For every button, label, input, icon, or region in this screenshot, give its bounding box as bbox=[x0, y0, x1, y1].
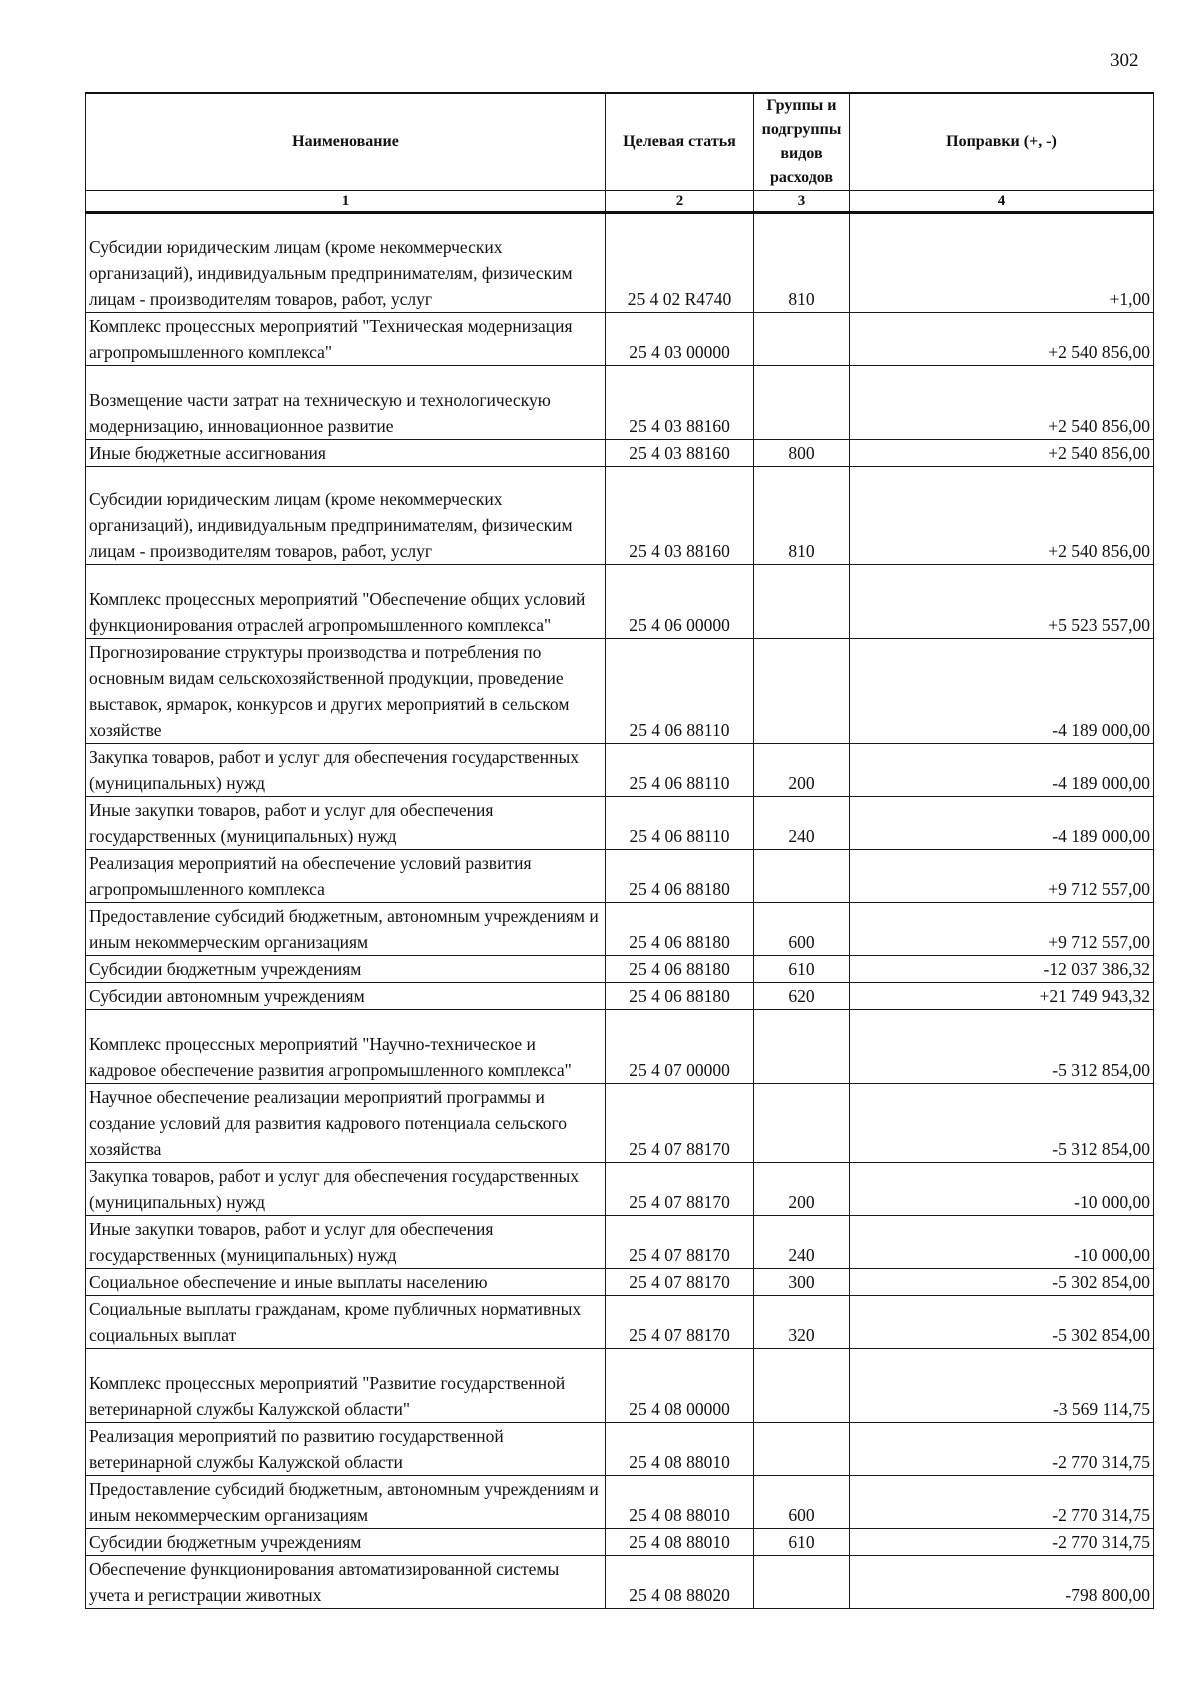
cell-amount: -2 770 314,75 bbox=[850, 1423, 1154, 1476]
cell-name: Социальные выплаты гражданам, кроме публичных нормативных социальных выплат bbox=[86, 1296, 606, 1349]
cell-amount: +2 540 856,00 bbox=[850, 467, 1154, 565]
table-row bbox=[86, 1529, 1154, 1556]
cell-code: 25 4 03 88160 bbox=[606, 467, 754, 565]
cell-group: 810 bbox=[754, 213, 850, 313]
cell-code: 25 4 08 88020 bbox=[606, 1556, 754, 1609]
cell-code: 25 4 08 88010 bbox=[606, 1423, 754, 1476]
cell-amount: -4 189 000,00 bbox=[850, 797, 1154, 850]
cell-amount: -5 312 854,00 bbox=[850, 1010, 1154, 1084]
cell-name: Субсидии бюджетным учреждениям bbox=[86, 1529, 606, 1556]
cell-group bbox=[754, 1084, 850, 1163]
cell-group: 610 bbox=[754, 956, 850, 983]
column-header-name: Наименование bbox=[86, 93, 606, 191]
cell-group bbox=[754, 1423, 850, 1476]
page-number: 302 bbox=[1110, 50, 1139, 71]
cell-group: 620 bbox=[754, 983, 850, 1010]
table-row bbox=[86, 366, 1154, 440]
table-row bbox=[86, 1556, 1154, 1609]
cell-code: 25 4 06 88180 bbox=[606, 956, 754, 983]
column-index-3: 3 bbox=[754, 191, 850, 213]
cell-amount: -798 800,00 bbox=[850, 1556, 1154, 1609]
cell-group bbox=[754, 1010, 850, 1084]
cell-group: 610 bbox=[754, 1529, 850, 1556]
cell-group: 240 bbox=[754, 1216, 850, 1269]
cell-code: 25 4 07 88170 bbox=[606, 1163, 754, 1216]
cell-group bbox=[754, 850, 850, 903]
table-row bbox=[86, 1296, 1154, 1349]
cell-amount: +2 540 856,00 bbox=[850, 313, 1154, 366]
cell-amount: -10 000,00 bbox=[850, 1216, 1154, 1269]
column-header-amendments: Поправки (+, -) bbox=[850, 93, 1154, 191]
cell-amount: -5 302 854,00 bbox=[850, 1269, 1154, 1296]
column-header-target-article: Целевая статья bbox=[606, 93, 754, 191]
cell-code: 25 4 02 R4740 bbox=[606, 213, 754, 313]
cell-group bbox=[754, 1349, 850, 1423]
cell-name: Субсидии юридическим лицам (кроме некоммерческих организаций), индивидуальным предпринимателям, физическим лицам - производителям товаров, работ, услуг bbox=[86, 467, 606, 565]
cell-group bbox=[754, 1556, 850, 1609]
cell-group: 200 bbox=[754, 1163, 850, 1216]
cell-amount: +21 749 943,32 bbox=[850, 983, 1154, 1010]
cell-code: 25 4 08 88010 bbox=[606, 1476, 754, 1529]
table-row bbox=[86, 313, 1154, 366]
table-row bbox=[86, 467, 1154, 565]
table-row bbox=[86, 1163, 1154, 1216]
cell-name: Предоставление субсидий бюджетным, автономным учреждениям и иным некоммерческим организациям bbox=[86, 903, 606, 956]
cell-amount: -2 770 314,75 bbox=[850, 1476, 1154, 1529]
cell-amount: +1,00 bbox=[850, 213, 1154, 313]
cell-name: Иные закупки товаров, работ и услуг для обеспечения государственных (муниципальных) нужд bbox=[86, 1216, 606, 1269]
cell-group: 240 bbox=[754, 797, 850, 850]
cell-name: Субсидии юридическим лицам (кроме некоммерческих организаций), индивидуальным предпринимателям, физическим лицам - производителям товаров, работ, услуг bbox=[86, 213, 606, 313]
cell-group: 600 bbox=[754, 903, 850, 956]
cell-code: 25 4 06 88110 bbox=[606, 639, 754, 744]
table-row bbox=[86, 440, 1154, 467]
cell-code: 25 4 06 88180 bbox=[606, 983, 754, 1010]
table-row bbox=[86, 1084, 1154, 1163]
header-row bbox=[86, 93, 1154, 191]
cell-amount: -2 770 314,75 bbox=[850, 1529, 1154, 1556]
column-index-4: 4 bbox=[850, 191, 1154, 213]
cell-name: Закупка товаров, работ и услуг для обеспечения государственных (муниципальных) нужд bbox=[86, 744, 606, 797]
table-row bbox=[86, 213, 1154, 313]
cell-group bbox=[754, 313, 850, 366]
cell-code: 25 4 06 88110 bbox=[606, 797, 754, 850]
budget-amendments-table bbox=[85, 92, 1154, 1609]
cell-code: 25 4 07 88170 bbox=[606, 1296, 754, 1349]
cell-name: Прогнозирование структуры производства и потребления по основным видам сельскохозяйственной продукции, проведение выставок, ярмарок, конкурсов и других мероприятий в сельском хозяйстве bbox=[86, 639, 606, 744]
cell-amount: +2 540 856,00 bbox=[850, 366, 1154, 440]
cell-amount: +2 540 856,00 bbox=[850, 440, 1154, 467]
table-row bbox=[86, 850, 1154, 903]
table-row bbox=[86, 956, 1154, 983]
cell-name: Комплекс процессных мероприятий "Техническая модернизация агропромышленного комплекса" bbox=[86, 313, 606, 366]
cell-group: 810 bbox=[754, 467, 850, 565]
table-row bbox=[86, 983, 1154, 1010]
cell-amount: -10 000,00 bbox=[850, 1163, 1154, 1216]
cell-group bbox=[754, 366, 850, 440]
column-index-2: 2 bbox=[606, 191, 754, 213]
cell-amount: -12 037 386,32 bbox=[850, 956, 1154, 983]
cell-name: Иные закупки товаров, работ и услуг для обеспечения государственных (муниципальных) нужд bbox=[86, 797, 606, 850]
cell-code: 25 4 07 00000 bbox=[606, 1010, 754, 1084]
column-index-1: 1 bbox=[86, 191, 606, 213]
cell-amount: +5 523 557,00 bbox=[850, 565, 1154, 639]
cell-name: Субсидии автономным учреждениям bbox=[86, 983, 606, 1010]
cell-amount: -5 302 854,00 bbox=[850, 1296, 1154, 1349]
cell-code: 25 4 06 00000 bbox=[606, 565, 754, 639]
table-row bbox=[86, 1423, 1154, 1476]
cell-group: 800 bbox=[754, 440, 850, 467]
budget-amendments-sheet bbox=[85, 92, 1153, 1609]
cell-group bbox=[754, 639, 850, 744]
cell-name: Предоставление субсидий бюджетным, автономным учреждениям и иным некоммерческим организациям bbox=[86, 1476, 606, 1529]
table-row bbox=[86, 1269, 1154, 1296]
cell-code: 25 4 06 88110 bbox=[606, 744, 754, 797]
cell-code: 25 4 07 88170 bbox=[606, 1084, 754, 1163]
cell-name: Иные бюджетные ассигнования bbox=[86, 440, 606, 467]
cell-name: Возмещение части затрат на техническую и технологическую модернизацию, инновационное развитие bbox=[86, 366, 606, 440]
cell-amount: -4 189 000,00 bbox=[850, 639, 1154, 744]
cell-group: 200 bbox=[754, 744, 850, 797]
cell-name: Научное обеспечение реализации мероприятий программы и создание условий для развития кадрового потенциала сельского хозяйства bbox=[86, 1084, 606, 1163]
cell-amount: +9 712 557,00 bbox=[850, 903, 1154, 956]
cell-name: Комплекс процессных мероприятий "Обеспечение общих условий функционирования отраслей агропромышленного комплекса" bbox=[86, 565, 606, 639]
cell-name: Реализация мероприятий по развитию государственной ветеринарной службы Калужской области bbox=[86, 1423, 606, 1476]
cell-code: 25 4 03 00000 bbox=[606, 313, 754, 366]
table-row bbox=[86, 903, 1154, 956]
cell-name: Реализация мероприятий на обеспечение условий развития агропромышленного комплекса bbox=[86, 850, 606, 903]
cell-code: 25 4 06 88180 bbox=[606, 850, 754, 903]
cell-name: Закупка товаров, работ и услуг для обеспечения государственных (муниципальных) нужд bbox=[86, 1163, 606, 1216]
column-header-expense-groups: Группы и подгруппы видов расходов bbox=[754, 93, 850, 191]
column-index-row bbox=[86, 191, 1154, 213]
table-row bbox=[86, 744, 1154, 797]
table-row bbox=[86, 565, 1154, 639]
cell-group: 300 bbox=[754, 1269, 850, 1296]
cell-name: Субсидии бюджетным учреждениям bbox=[86, 956, 606, 983]
cell-name: Комплекс процессных мероприятий "Научно-техническое и кадровое обеспечение развития агропромышленного комплекса" bbox=[86, 1010, 606, 1084]
cell-amount: -5 312 854,00 bbox=[850, 1084, 1154, 1163]
cell-code: 25 4 07 88170 bbox=[606, 1216, 754, 1269]
cell-code: 25 4 08 00000 bbox=[606, 1349, 754, 1423]
table-body bbox=[86, 213, 1154, 1609]
table-row bbox=[86, 1010, 1154, 1084]
cell-code: 25 4 03 88160 bbox=[606, 366, 754, 440]
cell-amount: -4 189 000,00 bbox=[850, 744, 1154, 797]
cell-code: 25 4 07 88170 bbox=[606, 1269, 754, 1296]
table-row bbox=[86, 639, 1154, 744]
table-row bbox=[86, 1476, 1154, 1529]
cell-code: 25 4 03 88160 bbox=[606, 440, 754, 467]
cell-code: 25 4 06 88180 bbox=[606, 903, 754, 956]
cell-code: 25 4 08 88010 bbox=[606, 1529, 754, 1556]
cell-group: 320 bbox=[754, 1296, 850, 1349]
cell-name: Комплекс процессных мероприятий "Развитие государственной ветеринарной службы Калужской области" bbox=[86, 1349, 606, 1423]
cell-amount: +9 712 557,00 bbox=[850, 850, 1154, 903]
cell-group: 600 bbox=[754, 1476, 850, 1529]
table-row bbox=[86, 1216, 1154, 1269]
cell-name: Социальное обеспечение и иные выплаты населению bbox=[86, 1269, 606, 1296]
cell-amount: -3 569 114,75 bbox=[850, 1349, 1154, 1423]
table-row bbox=[86, 797, 1154, 850]
cell-name: Обеспечение функционирования автоматизированной системы учета и регистрации животных bbox=[86, 1556, 606, 1609]
table-row bbox=[86, 1349, 1154, 1423]
cell-group bbox=[754, 565, 850, 639]
